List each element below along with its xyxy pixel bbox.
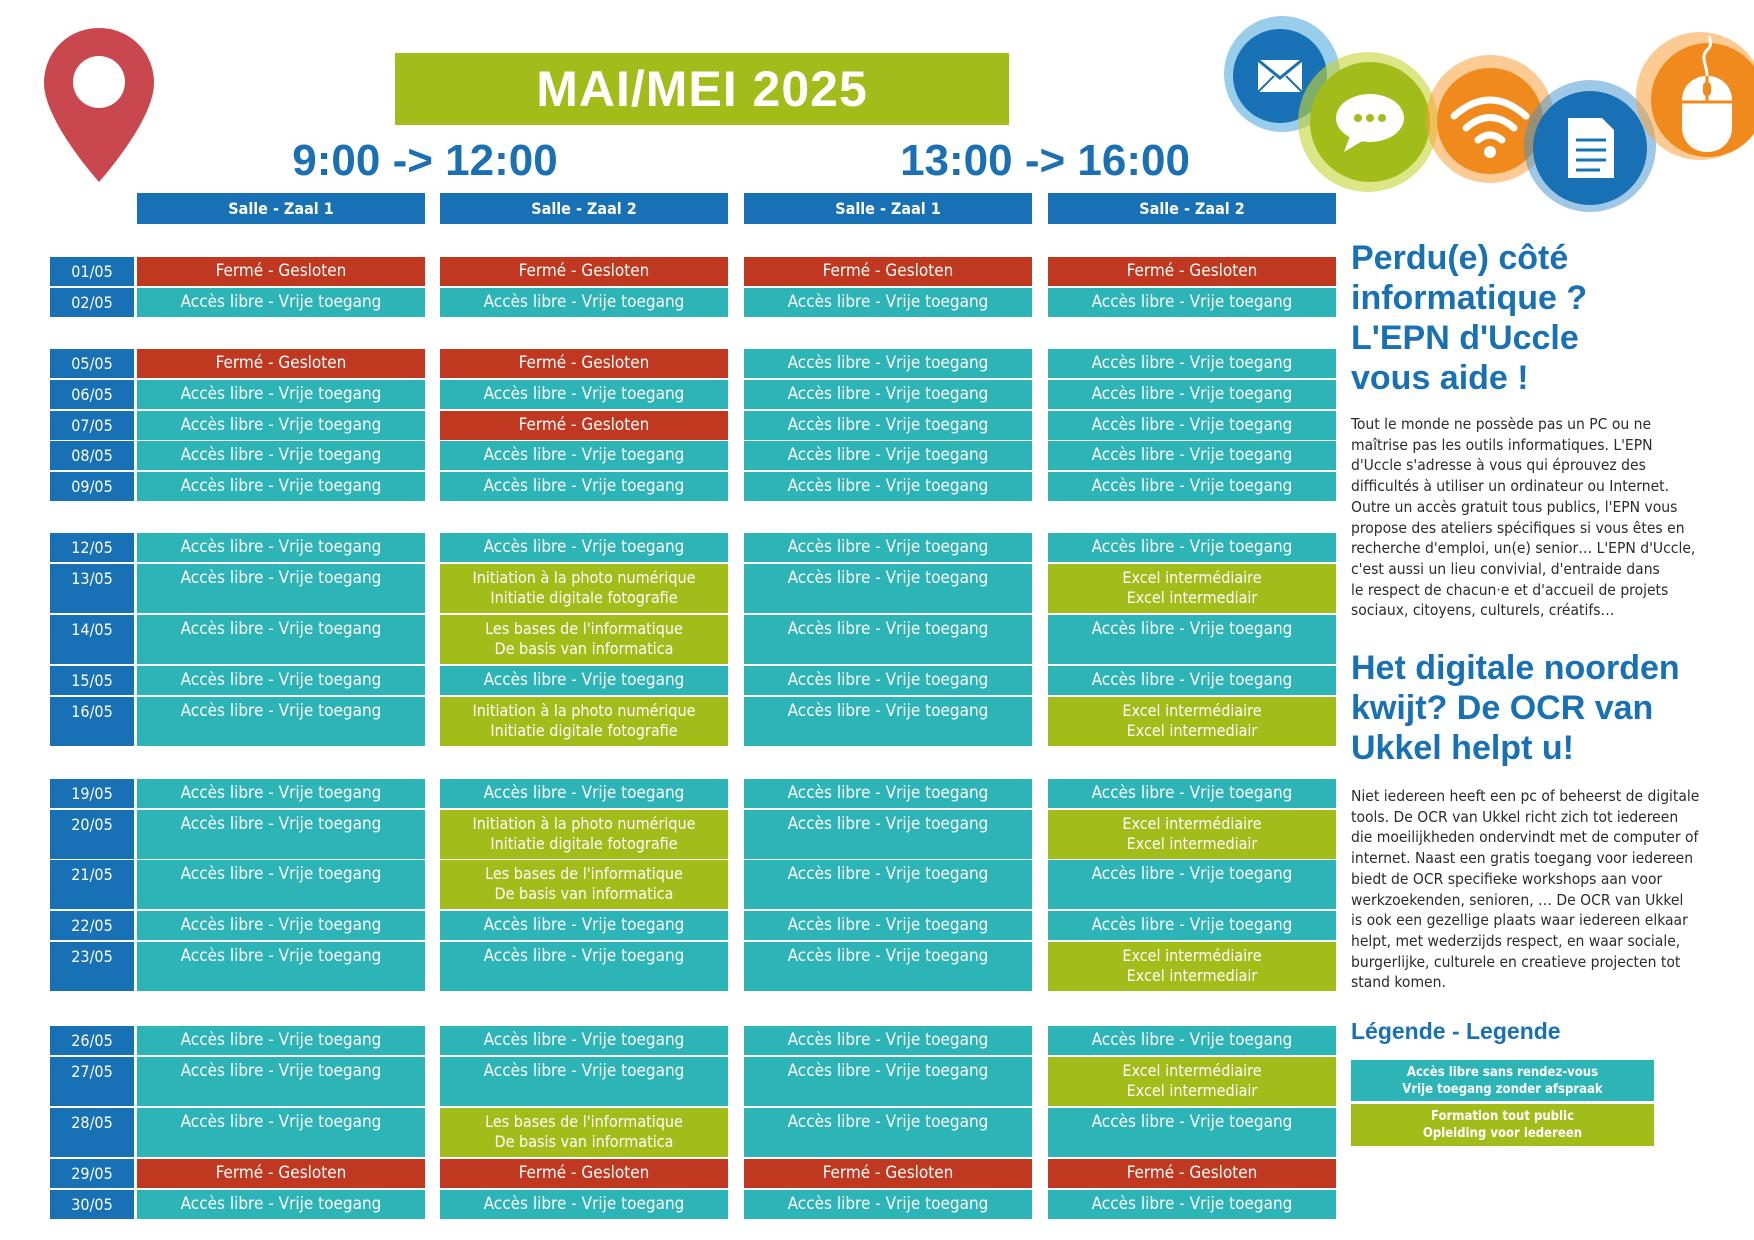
cell-open-access: Accès libre - Vrije toegang — [137, 380, 425, 410]
cell-open-access: Accès libre - Vrije toegang — [440, 1190, 728, 1220]
paragraph-line: maîtrise pas les outils informatiques. L'EPN — [1351, 435, 1653, 454]
row-date: 02/05 — [50, 288, 134, 318]
legend-title: Légende - Legende — [1351, 1018, 1561, 1044]
row-date: 20/05 — [50, 810, 134, 860]
paragraph-line: is ook een gezellige plaats waar iedereen elkaar — [1351, 911, 1688, 930]
row-date: 06/05 — [50, 380, 134, 410]
cell-open-access: Accès libre - Vrije toegang — [1048, 288, 1336, 318]
legend-line: Vrije toegang zonder afspraak — [1402, 1081, 1603, 1097]
cell-open-access: Accès libre - Vrije toegang — [137, 533, 425, 563]
column-header-room-1-afternoon: Salle - Zaal 1 — [744, 193, 1032, 224]
cell-open-access: Accès libre - Vrije toegang — [1048, 533, 1336, 563]
cell-open-access: Accès libre - Vrije toegang — [744, 349, 1032, 379]
cell-training-excel: Excel intermédiaire Excel intermediair — [1048, 1057, 1336, 1107]
cell-open-access: Accès libre - Vrije toegang — [744, 288, 1032, 318]
heading-line: informatique ? — [1351, 279, 1588, 317]
cell-open-access: Accès libre - Vrije toegang — [1048, 1108, 1336, 1158]
paragraph-fr — [1351, 414, 1721, 621]
heading-line: vous aide ! — [1351, 359, 1529, 397]
cell-open-access: Accès libre - Vrije toegang — [137, 779, 425, 809]
cell-closed: Fermé - Gesloten — [440, 257, 728, 287]
cell-open-access: Accès libre - Vrije toegang — [440, 1057, 728, 1107]
cell-open-access: Accès libre - Vrije toegang — [137, 911, 425, 941]
paragraph-line: propose des ateliers spécifiques si vous êtes en — [1351, 518, 1685, 537]
cell-open-access: Accès libre - Vrije toegang — [1048, 349, 1336, 379]
row-date: 15/05 — [50, 666, 134, 696]
heading-fr — [1351, 238, 1741, 398]
cell-open-access: Accès libre - Vrije toegang — [137, 860, 425, 910]
cell-open-access: Accès libre - Vrije toegang — [440, 942, 728, 992]
column-header-room-2-afternoon: Salle - Zaal 2 — [1048, 193, 1336, 224]
icon-cluster — [1210, 14, 1754, 214]
cell-training-excel: Excel intermédiaire Excel intermediair — [1048, 697, 1336, 747]
heading-line: Ukkel helpt u! — [1351, 729, 1574, 767]
cell-open-access: Accès libre - Vrije toegang — [1048, 911, 1336, 941]
cell-closed: Fermé - Gesloten — [137, 1159, 425, 1189]
cell-open-access: Accès libre - Vrije toegang — [137, 1026, 425, 1056]
cell-open-access: Accès libre - Vrije toegang — [744, 615, 1032, 665]
legend-open-access — [1351, 1060, 1654, 1101]
cell-closed: Fermé - Gesloten — [137, 349, 425, 379]
paragraph-line: difficultés à utiliser un ordinateur ou Internet. — [1351, 477, 1670, 496]
legend-training — [1351, 1104, 1654, 1146]
cell-open-access: Accès libre - Vrije toegang — [137, 666, 425, 696]
cell-training-excel: Excel intermédiaire Excel intermediair — [1048, 942, 1336, 992]
paragraph-line: Outre un accès gratuit tous publics, l'EPN vous — [1351, 497, 1678, 516]
row-date: 29/05 — [50, 1159, 134, 1189]
row-date: 01/05 — [50, 257, 134, 287]
legend-line: Formation tout public — [1430, 1109, 1574, 1124]
paragraph-line: le respect de chacun·e et d'accueil de projets — [1351, 580, 1669, 599]
cell-open-access: Accès libre - Vrije toegang — [1048, 666, 1336, 696]
cell-training-photo: Initiation à la photo numérique Initiatie digitale fotografie — [440, 564, 728, 614]
cell-open-access: Accès libre - Vrije toegang — [440, 533, 728, 563]
cell-open-access: Accès libre - Vrije toegang — [1048, 860, 1336, 910]
row-date: 08/05 — [50, 441, 134, 471]
column-header-room-2-morning: Salle - Zaal 2 — [440, 193, 728, 224]
cell-open-access: Accès libre - Vrije toegang — [137, 411, 425, 441]
cell-open-access: Accès libre - Vrije toegang — [440, 666, 728, 696]
paragraph-line: burgerlijke, culturele en creatieve projecten tot — [1351, 952, 1681, 971]
cell-closed: Fermé - Gesloten — [1048, 257, 1336, 287]
cell-open-access: Accès libre - Vrije toegang — [137, 942, 425, 992]
location-pin-icon — [42, 26, 156, 184]
cell-closed: Fermé - Gesloten — [440, 349, 728, 379]
cell-open-access: Accès libre - Vrije toegang — [137, 288, 425, 318]
cell-open-access: Accès libre - Vrije toegang — [744, 441, 1032, 471]
cell-open-access: Accès libre - Vrije toegang — [137, 1057, 425, 1107]
page-title: MAI/MEI 2025 — [395, 53, 1009, 125]
cell-closed: Fermé - Gesloten — [1048, 1159, 1336, 1189]
row-date: 26/05 — [50, 1026, 134, 1056]
row-date: 22/05 — [50, 911, 134, 941]
cell-open-access: Accès libre - Vrije toegang — [137, 441, 425, 471]
cell-open-access: Accès libre - Vrije toegang — [744, 911, 1032, 941]
cell-open-access: Accès libre - Vrije toegang — [440, 1026, 728, 1056]
cell-open-access: Accès libre - Vrije toegang — [744, 564, 1032, 614]
row-date: 12/05 — [50, 533, 134, 563]
column-header-room-1-morning: Salle - Zaal 1 — [137, 193, 425, 224]
cell-closed: Fermé - Gesloten — [744, 1159, 1032, 1189]
time-slot-morning: 9:00 -> 12:00 — [292, 136, 558, 185]
cell-open-access: Accès libre - Vrije toegang — [440, 288, 728, 318]
row-date: 28/05 — [50, 1108, 134, 1158]
mail-icon — [1258, 60, 1302, 92]
cell-closed: Fermé - Gesloten — [440, 411, 728, 441]
cell-open-access: Accès libre - Vrije toegang — [744, 1026, 1032, 1056]
row-date: 23/05 — [50, 942, 134, 992]
row-date: 14/05 — [50, 615, 134, 665]
paragraph-line: die moeilijkheden ondervindt met de computer of — [1351, 828, 1699, 847]
paragraph-line: d'Uccle s'adresse à vous qui éprouvez des — [1351, 456, 1646, 475]
cell-open-access: Accès libre - Vrije toegang — [137, 810, 425, 860]
cell-open-access: Accès libre - Vrije toegang — [744, 779, 1032, 809]
cell-open-access: Accès libre - Vrije toegang — [137, 564, 425, 614]
cell-open-access: Accès libre - Vrije toegang — [137, 697, 425, 747]
row-date: 09/05 — [50, 472, 134, 502]
cell-open-access: Accès libre - Vrije toegang — [744, 860, 1032, 910]
paragraph-line: tools. De OCR van Ukkel richt zich tot iedereen — [1351, 807, 1679, 826]
paragraph-line: Niet iedereen heeft een pc of beheerst de digitale — [1351, 787, 1700, 805]
paragraph-line: Tout le monde ne possède pas un PC ou ne — [1351, 415, 1652, 433]
cell-open-access: Accès libre - Vrije toegang — [1048, 472, 1336, 502]
heading-line: Het digitale noorden — [1351, 649, 1680, 687]
paragraph-nl — [1351, 786, 1721, 993]
cell-open-access: Accès libre - Vrije toegang — [744, 697, 1032, 747]
cell-open-access: Accès libre - Vrije toegang — [1048, 411, 1336, 441]
cell-open-access: Accès libre - Vrije toegang — [744, 472, 1032, 502]
heading-nl — [1351, 648, 1741, 768]
paragraph-line: stand komen. — [1351, 973, 1446, 992]
row-date: 30/05 — [50, 1190, 134, 1220]
cell-open-access: Accès libre - Vrije toegang — [744, 411, 1032, 441]
heading-line: Perdu(e) côté — [1351, 239, 1569, 277]
cell-closed: Fermé - Gesloten — [744, 257, 1032, 287]
cell-open-access: Accès libre - Vrije toegang — [1048, 1190, 1336, 1220]
document-icon — [1568, 118, 1614, 178]
cell-open-access: Accès libre - Vrije toegang — [440, 911, 728, 941]
cell-open-access: Accès libre - Vrije toegang — [137, 615, 425, 665]
paragraph-line: sociaux, citoyens, culturels, créatifs… — [1351, 601, 1615, 620]
cell-training-basics: Les bases de l'informatique De basis van informatica — [440, 860, 728, 910]
cell-open-access: Accès libre - Vrije toegang — [137, 472, 425, 502]
cell-open-access: Accès libre - Vrije toegang — [137, 1108, 425, 1158]
cell-open-access: Accès libre - Vrije toegang — [440, 779, 728, 809]
legend-line: Opleiding voor iedereen — [1422, 1126, 1583, 1141]
paragraph-line: c'est aussi un lieu convivial, d'entraide dans — [1351, 559, 1660, 578]
time-slot-afternoon: 13:00 -> 16:00 — [900, 136, 1190, 185]
cell-open-access: Accès libre - Vrije toegang — [744, 533, 1032, 563]
cell-open-access: Accès libre - Vrije toegang — [1048, 380, 1336, 410]
cell-training-photo: Initiation à la photo numérique Initiatie digitale fotografie — [440, 697, 728, 747]
cell-training-basics: Les bases de l'informatique De basis van informatica — [440, 1108, 728, 1158]
heading-line: L'EPN d'Uccle — [1351, 319, 1579, 357]
cell-closed: Fermé - Gesloten — [137, 257, 425, 287]
row-date: 19/05 — [50, 779, 134, 809]
heading-line: kwijt? De OCR van — [1351, 689, 1654, 727]
paragraph-line: biedt de OCR specifieke workshops aan voor — [1351, 869, 1663, 888]
cell-training-excel: Excel intermédiaire Excel intermediair — [1048, 810, 1336, 860]
cell-open-access: Accès libre - Vrije toegang — [744, 380, 1032, 410]
row-date: 13/05 — [50, 564, 134, 614]
paragraph-line: helpt, met wederzijds respect, en waar sociale, — [1351, 931, 1681, 950]
cell-open-access: Accès libre - Vrije toegang — [440, 380, 728, 410]
cell-open-access: Accès libre - Vrije toegang — [744, 810, 1032, 860]
cell-training-excel: Excel intermédiaire Excel intermediair — [1048, 564, 1336, 614]
row-date: 05/05 — [50, 349, 134, 379]
cell-training-photo: Initiation à la photo numérique Initiatie digitale fotografie — [440, 810, 728, 860]
cell-open-access: Accès libre - Vrije toegang — [1048, 441, 1336, 471]
row-date: 27/05 — [50, 1057, 134, 1107]
row-date: 21/05 — [50, 860, 134, 910]
paragraph-line: internet. Naast een gratis toegang voor iedereen — [1351, 849, 1694, 868]
cell-open-access: Accès libre - Vrije toegang — [1048, 779, 1336, 809]
row-date: 16/05 — [50, 697, 134, 747]
cell-open-access: Accès libre - Vrije toegang — [744, 666, 1032, 696]
cell-open-access: Accès libre - Vrije toegang — [137, 1190, 425, 1220]
cell-open-access: Accès libre - Vrije toegang — [744, 1108, 1032, 1158]
row-date: 07/05 — [50, 411, 134, 441]
cell-open-access: Accès libre - Vrije toegang — [1048, 615, 1336, 665]
paragraph-line: recherche d'emploi, un(e) senior… L'EPN d'Uccle, — [1351, 539, 1696, 558]
cell-open-access: Accès libre - Vrije toegang — [744, 1190, 1032, 1220]
cell-open-access: Accès libre - Vrije toegang — [744, 942, 1032, 992]
cell-open-access: Accès libre - Vrije toegang — [440, 441, 728, 471]
paragraph-line: werkzoekenden, senioren, … De OCR van Ukkel — [1351, 890, 1684, 909]
cell-open-access: Accès libre - Vrije toegang — [744, 1057, 1032, 1107]
legend-line: Accès libre sans rendez-vous — [1406, 1064, 1599, 1080]
cell-training-basics: Les bases de l'informatique De basis van informatica — [440, 615, 728, 665]
cell-open-access: Accès libre - Vrije toegang — [1048, 1026, 1336, 1056]
cell-closed: Fermé - Gesloten — [440, 1159, 728, 1189]
cell-open-access: Accès libre - Vrije toegang — [440, 472, 728, 502]
